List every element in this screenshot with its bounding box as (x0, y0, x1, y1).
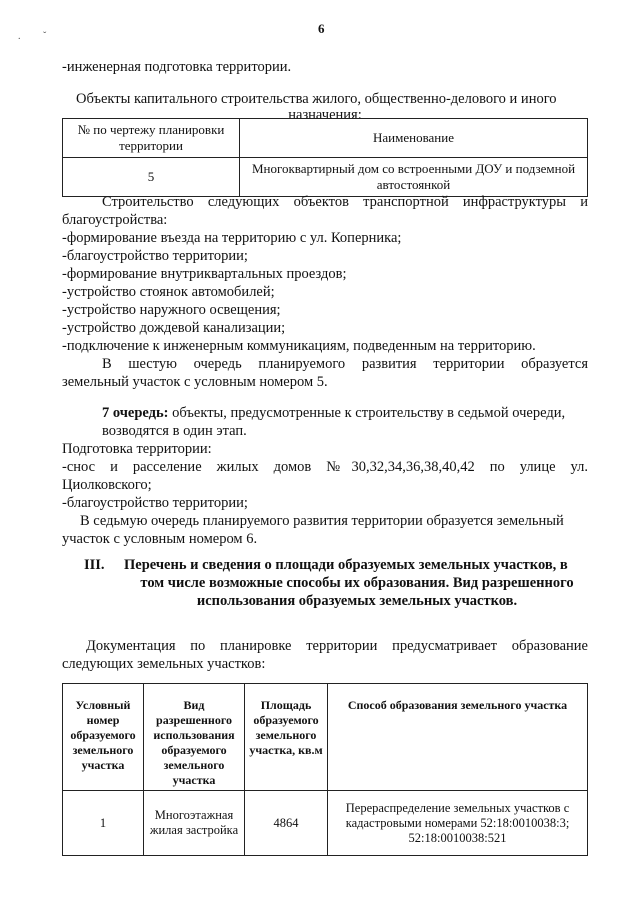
page-number: 6 (318, 21, 325, 36)
list-item: -благоустройство территории; (62, 495, 248, 511)
line-territory-prep: Подготовка территории: (62, 441, 212, 457)
list-item: -подключение к инженерным коммуникациям, подведенным на территорию. (62, 338, 536, 354)
header-name: Наименование (240, 119, 588, 158)
line-one-phase: возводятся в один этап. (102, 423, 247, 439)
cell-drawing-number: 5 (63, 158, 240, 197)
margin-marks: . ˇ (18, 31, 57, 42)
header-plot-number: Условный номер образуемого земельного участка (63, 684, 144, 791)
list-item: -устройство дождевой канализации; (62, 320, 286, 336)
cell-permitted-use: Многоэтажная жилая застройка (144, 791, 245, 856)
cell-plot-number: 1 (63, 791, 144, 856)
line-sixth-stage-plot: земельный участок с условным номером 5. (62, 374, 328, 390)
list-item: -формирование въезда на территорию с ул. Коперника; (62, 230, 402, 246)
line-landscaping-word: благоустройства: (62, 212, 168, 228)
objects-table (62, 118, 588, 197)
list-item: -формирование внутриквартальных проездов; (62, 266, 347, 282)
table-header-row (63, 684, 588, 791)
header-drawing-number: № по чертежу планировки территории (63, 119, 240, 158)
cell-name: Многоквартирный дом со встроенными ДОУ и подземной автостоянкой (240, 158, 588, 197)
line-following-plots: следующих земельных участков: (62, 656, 266, 672)
list-item: -устройство наружного освещения; (62, 302, 281, 318)
section-numeral: III. (84, 557, 105, 573)
line-construction-intro: Строительство следующих объектов транспортной инфраструктуры и (102, 194, 588, 210)
line-objects-heading: Объекты капитального строительства жилого, общественно-делового и иного (76, 91, 557, 107)
line-documentation: Документация по планировке территории предусматривает образование (86, 638, 588, 654)
line-seventh-stage (62, 404, 588, 422)
section-title-line1: Перечень и сведения о площади образуемых земельных участков, в (124, 557, 568, 573)
land-plots-table (62, 683, 588, 856)
line-seventh-stage-plot: участок с условным номером 6. (62, 531, 258, 547)
section-title-line2: том числе возможные способы их образования. Вид разрешенного (140, 575, 574, 591)
line-sixth-stage: В шестую очередь планируемого развития территории образуется (102, 356, 588, 372)
table-header-row (63, 119, 588, 158)
table-row (63, 158, 588, 197)
seventh-stage-label: 7 очередь: (102, 405, 169, 421)
list-item-continued: Циолковского; (62, 477, 152, 493)
line-seventh-stage-forms: В седьмую очередь планируемого развития территории образуется земельный (80, 513, 564, 529)
section-title-line3: использования образуемых земельных участков. (196, 593, 518, 609)
header-area: Площадь образуемого земельного участка, кв.м (245, 684, 328, 791)
header-formation-method: Способ образования земельного участка (328, 684, 588, 791)
table-row (63, 791, 588, 856)
cell-formation-method: Перераспределение земельных участков с кадастровыми номерами 52:18:0010038:3; 52:18:0010038:521 (328, 791, 588, 856)
list-item: -снос и расселение жилых домов №30,32,34,36,38,40,42 по улице ул. (62, 459, 588, 475)
list-item: -устройство стоянок автомобилей; (62, 284, 275, 300)
seventh-stage-text: объекты, предусмотренные к строительству в седьмой очереди, (168, 405, 566, 421)
line-engineering-prep: -инженерная подготовка территории. (62, 59, 292, 75)
cell-area: 4864 (245, 791, 328, 856)
header-permitted-use: Вид разрешенного использования образуемого земельного участка (144, 684, 245, 791)
list-item: -благоустройство территории; (62, 248, 248, 264)
line-purpose: назначения: (288, 107, 362, 123)
